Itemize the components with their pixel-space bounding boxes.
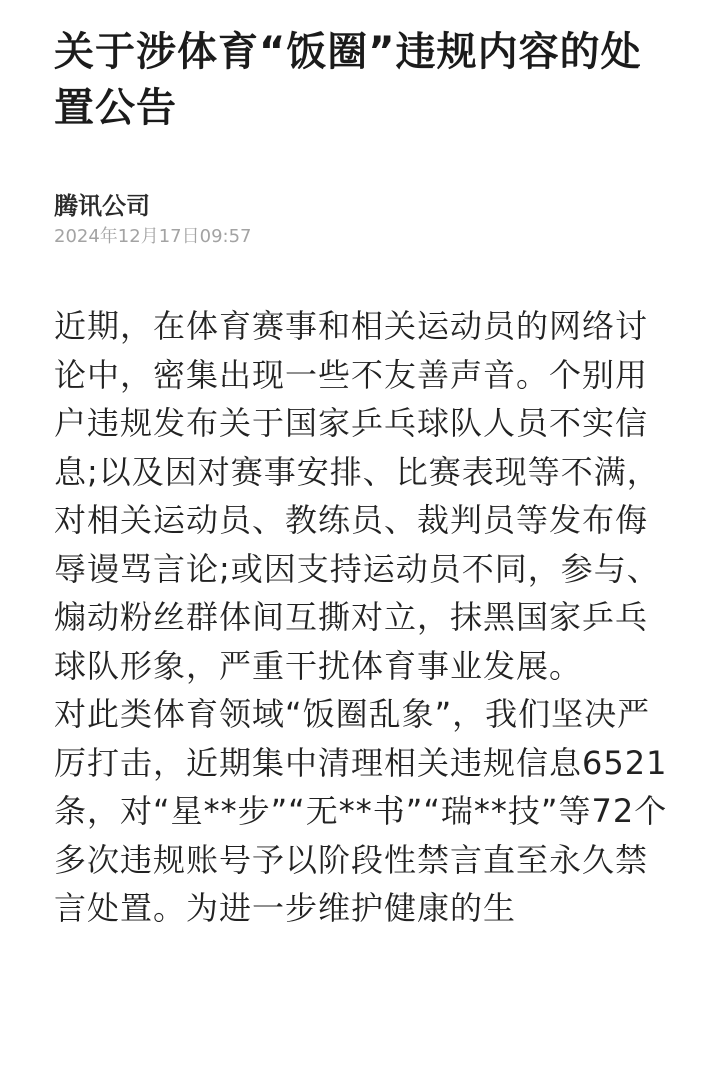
article-paragraph: 对此类体育领域“饭圈乱象”，我们坚决严厉打击，近期集中清理相关违规信息6521条，对“星**步”“无**书”“瑞**技”等72个多次违规账号予以阶段性禁言直至永久禁言处置。为进一步维护健康的生 [54,695,668,927]
article-title: 关于涉体育“饭圈”违规内容的处置公告 [54,29,642,131]
article-body [54,302,672,933]
article-paragraph: 近期，在体育赛事和相关运动员的网络讨论中，密集出现一些不友善声音。个别用户违规发布关于国家乒乓球队人员不实信息;以及因对赛事安排、比赛表现等不满，对相关运动员、教练员、裁判员等发布侮辱谩骂言论;或因支持运动员不同，参与、煽动粉丝群体间互撕对立，抹黑国家乒乓球队形象，严重干扰体育事业发展。 [54,307,660,685]
article-author[interactable]: 腾讯公司 [54,192,150,220]
article-meta [54,190,672,248]
article-date: 2024年12月17日09:57 [54,226,252,247]
